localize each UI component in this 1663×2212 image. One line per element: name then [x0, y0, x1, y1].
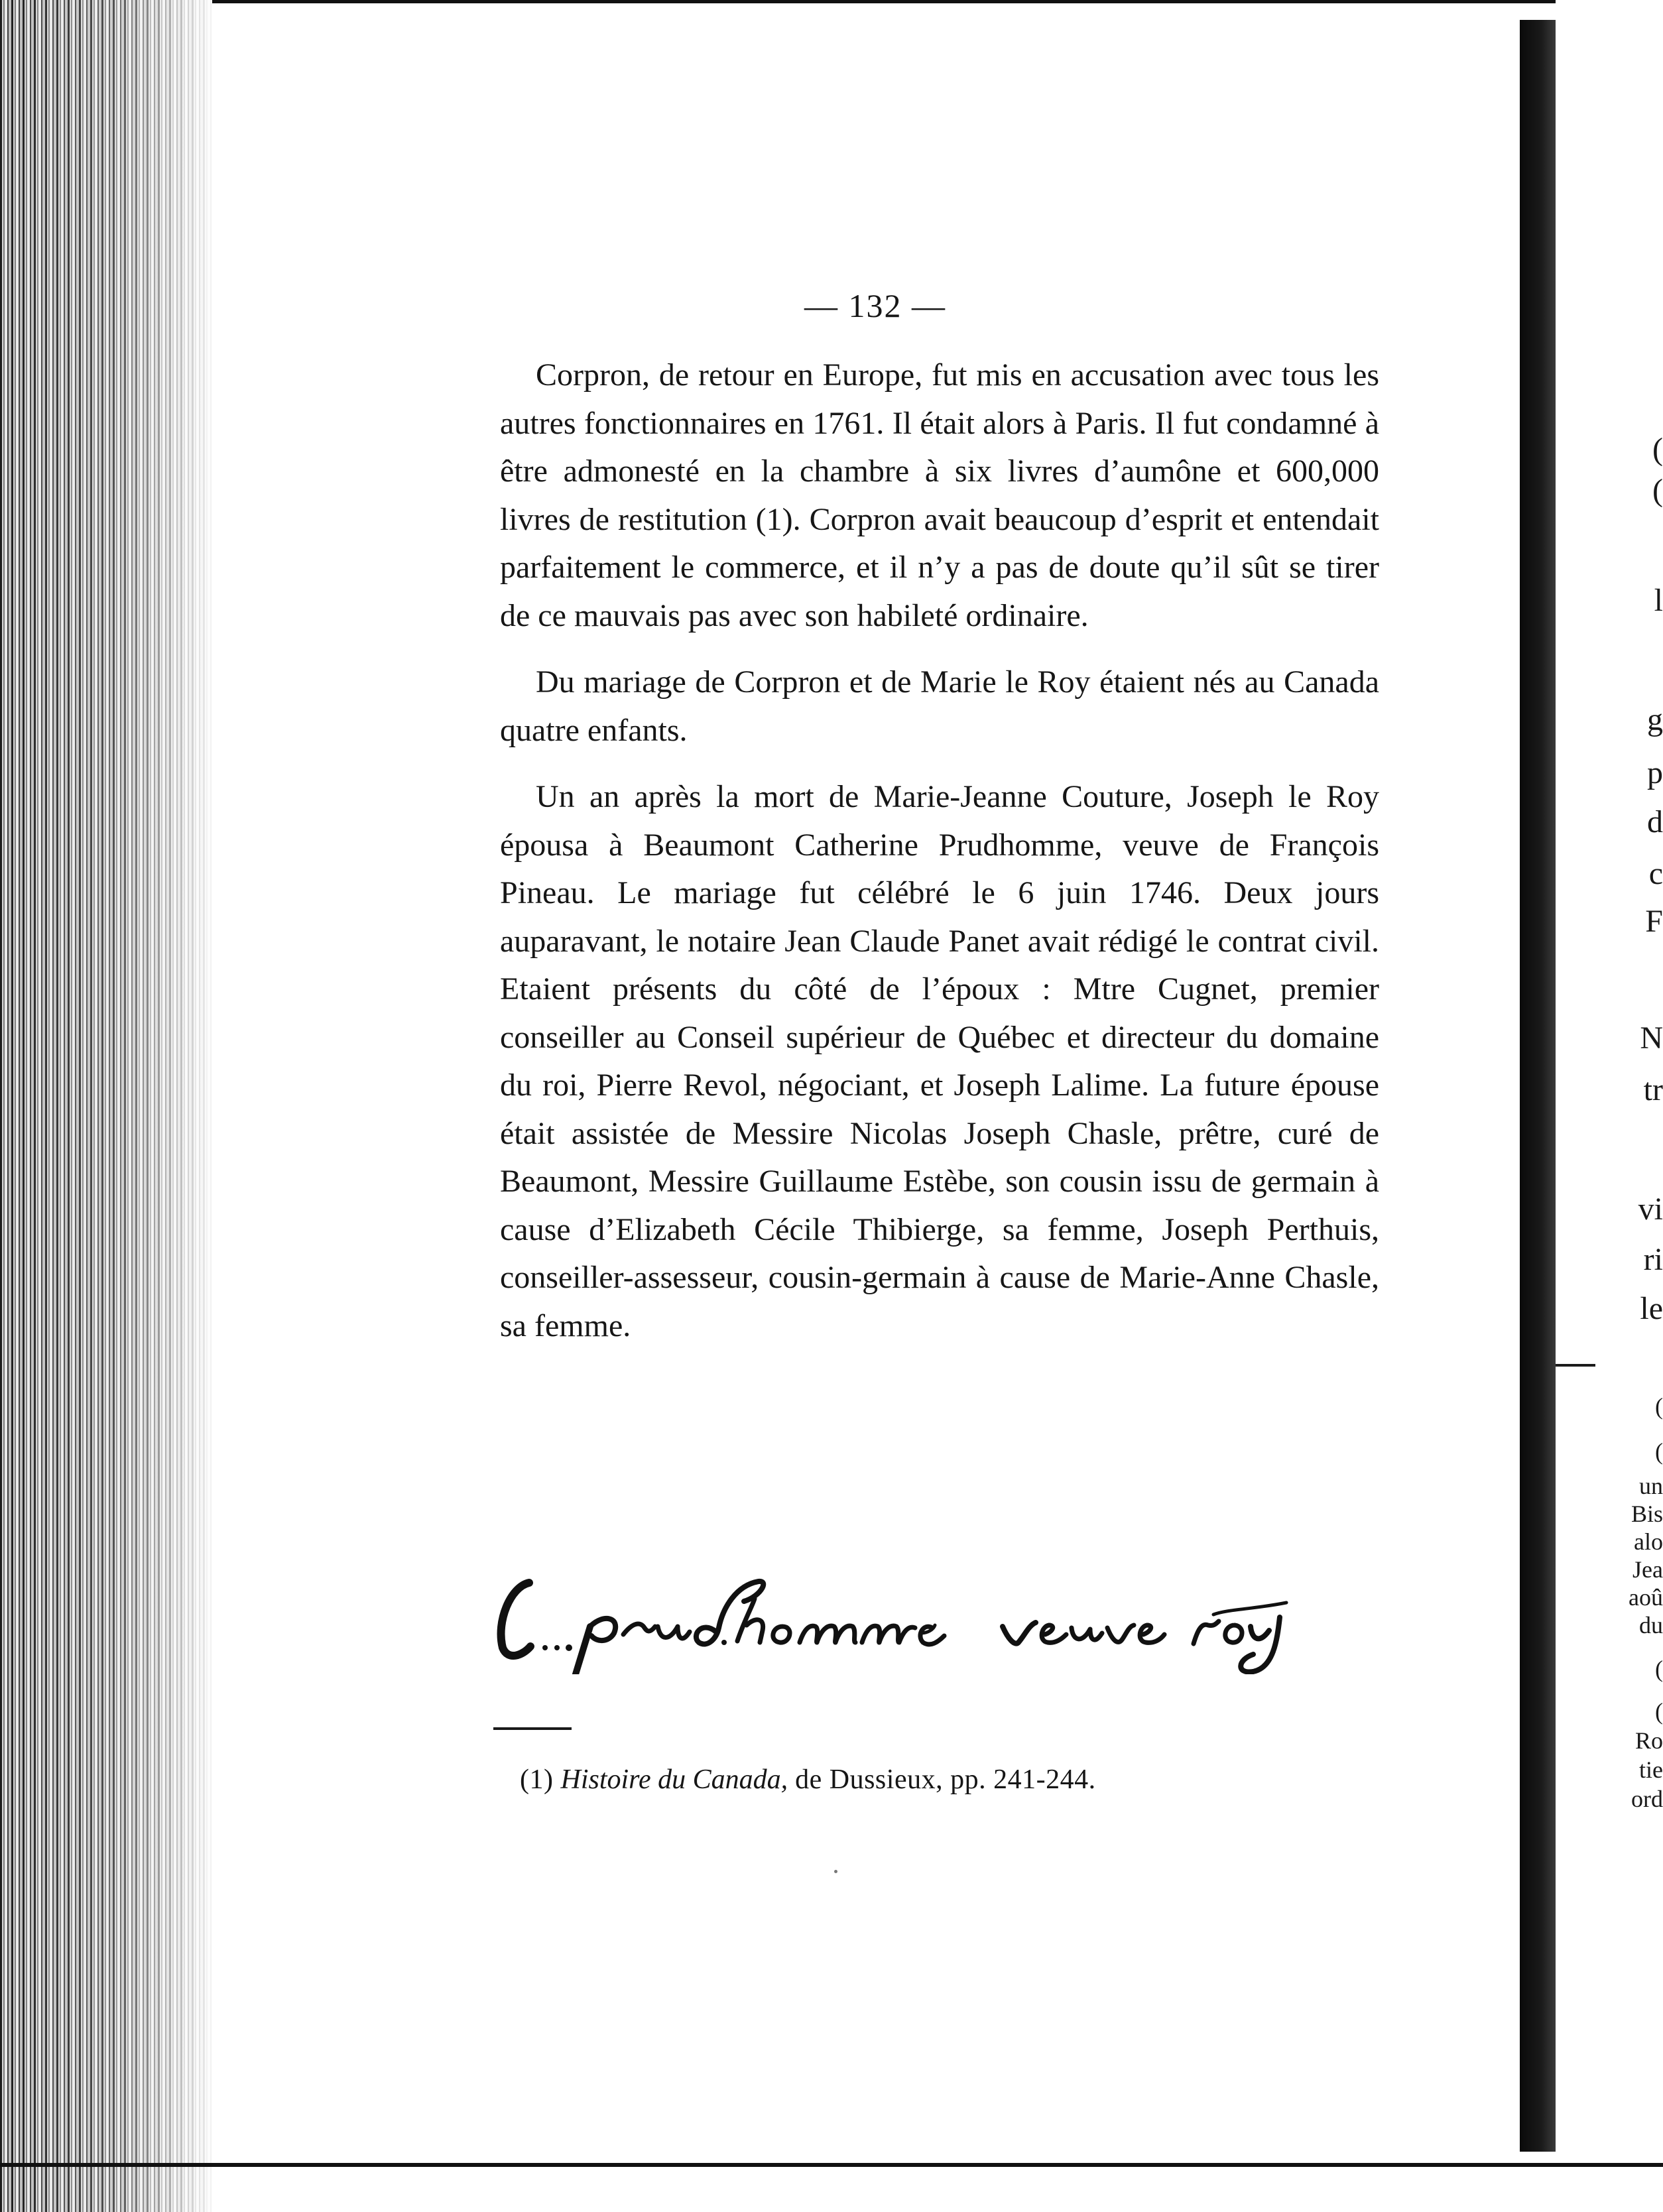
next-page-text: le	[1640, 1291, 1663, 1326]
body-text	[500, 351, 1379, 1350]
next-page-text: g	[1647, 702, 1663, 737]
footnote	[520, 1764, 1096, 1796]
next-page-footnote-rule	[1556, 1364, 1595, 1367]
next-page-footnote-text: un	[1639, 1473, 1663, 1499]
next-page-text: F	[1645, 904, 1663, 939]
next-page-footnote-text: alo	[1634, 1528, 1663, 1555]
next-page-text: l	[1654, 583, 1663, 618]
next-page-footnote-text: ord	[1631, 1786, 1663, 1812]
bottom-edge-line	[0, 2163, 1663, 2167]
book-page-edges	[0, 0, 212, 2212]
footnote-rule	[493, 1727, 572, 1730]
next-page-footnote-text: Bis	[1631, 1501, 1663, 1527]
paragraph-3: Un an après la mort de Marie-Jeanne Couture, Joseph le Roy épousa à Beaumont Catherine Prudhomme, veuve de François Pineau. Le mariage fut célébré le 6 juin 1746. Deux jours auparavant, le notaire Jean Claude Panet avait rédigé le contrat civil. Etaient présents du côté de l’époux : Mtre Cugnet, premier conseiller au Conseil supérieur de Québec et directeur du domaine du roi, Pierre Revol, négociant, et Joseph Lalime. La future épouse était assistée de Messire Nicolas Joseph Chasle, prêtre, curé de Beaumont, Messire Guillaume Estèbe, son cousin issu de germain à cause d’Elizabeth Cécile Thibierge, sa femme, Joseph Perthuis, conseiller-assesseur, cousin-germain à cause de Marie-Anne Chasle, sa femme.	[500, 779, 1379, 1343]
next-page-text: (	[1652, 432, 1663, 467]
next-page-text: (	[1652, 473, 1663, 508]
next-page-footnote-text: (	[1655, 1393, 1663, 1420]
next-page-footnote-text: aoû	[1629, 1584, 1663, 1611]
next-page-footnote-text: (	[1655, 1438, 1663, 1465]
next-page-text: d	[1647, 804, 1663, 839]
footnote-marker: (1)	[520, 1764, 554, 1795]
next-page-footnote-text: (	[1655, 1698, 1663, 1725]
next-page-footnote-text: du	[1639, 1612, 1663, 1638]
next-page-text: ri	[1643, 1242, 1663, 1277]
next-page-footnote-text: (	[1655, 1656, 1663, 1682]
next-page-footnote-text: Ro	[1634, 1727, 1663, 1754]
paragraph-2: Du mariage de Corpron et de Marie le Roy étaient nés au Canada quatre enfants.	[500, 664, 1379, 748]
signature-text	[491, 1548, 537, 1648]
paragraph-1: Corpron, de retour en Europe, fut mis en accusation avec tous les autres fonctionnaires en 1761. Il était alors à Paris. Il fut condamné à être admonesté en la chambre à six livres d’aumône et 600,000 livres de restitution (1). Corpron avait beaucoup d’esprit et entendait parfaitement le commerce, et il n’y a pas de doute qu’il sût se tirer de ce mauvais pas avec son habileté ordinaire.	[500, 357, 1379, 633]
next-page-text: tr	[1643, 1072, 1663, 1107]
next-page-fragment	[1556, 0, 1663, 2212]
next-page-text: N	[1640, 1020, 1663, 1056]
handwritten-signature	[491, 1548, 1406, 1674]
next-page-footnote-text: Jea	[1632, 1556, 1663, 1583]
next-page-text: vi	[1638, 1192, 1663, 1227]
top-edge-line	[0, 0, 1663, 3]
signature-image	[491, 1548, 1406, 1674]
book-gutter	[1520, 20, 1556, 2152]
next-page-text: p	[1647, 755, 1663, 790]
footnote-title: Histoire du Canada,	[560, 1764, 788, 1795]
footnote-reference: de Dussieux, pp. 241-244.	[795, 1764, 1096, 1795]
stray-mark	[834, 1870, 837, 1873]
next-page-footnote-text: tie	[1639, 1756, 1663, 1783]
page-number: — 132 —	[804, 287, 946, 324]
next-page-text: c	[1648, 856, 1663, 891]
